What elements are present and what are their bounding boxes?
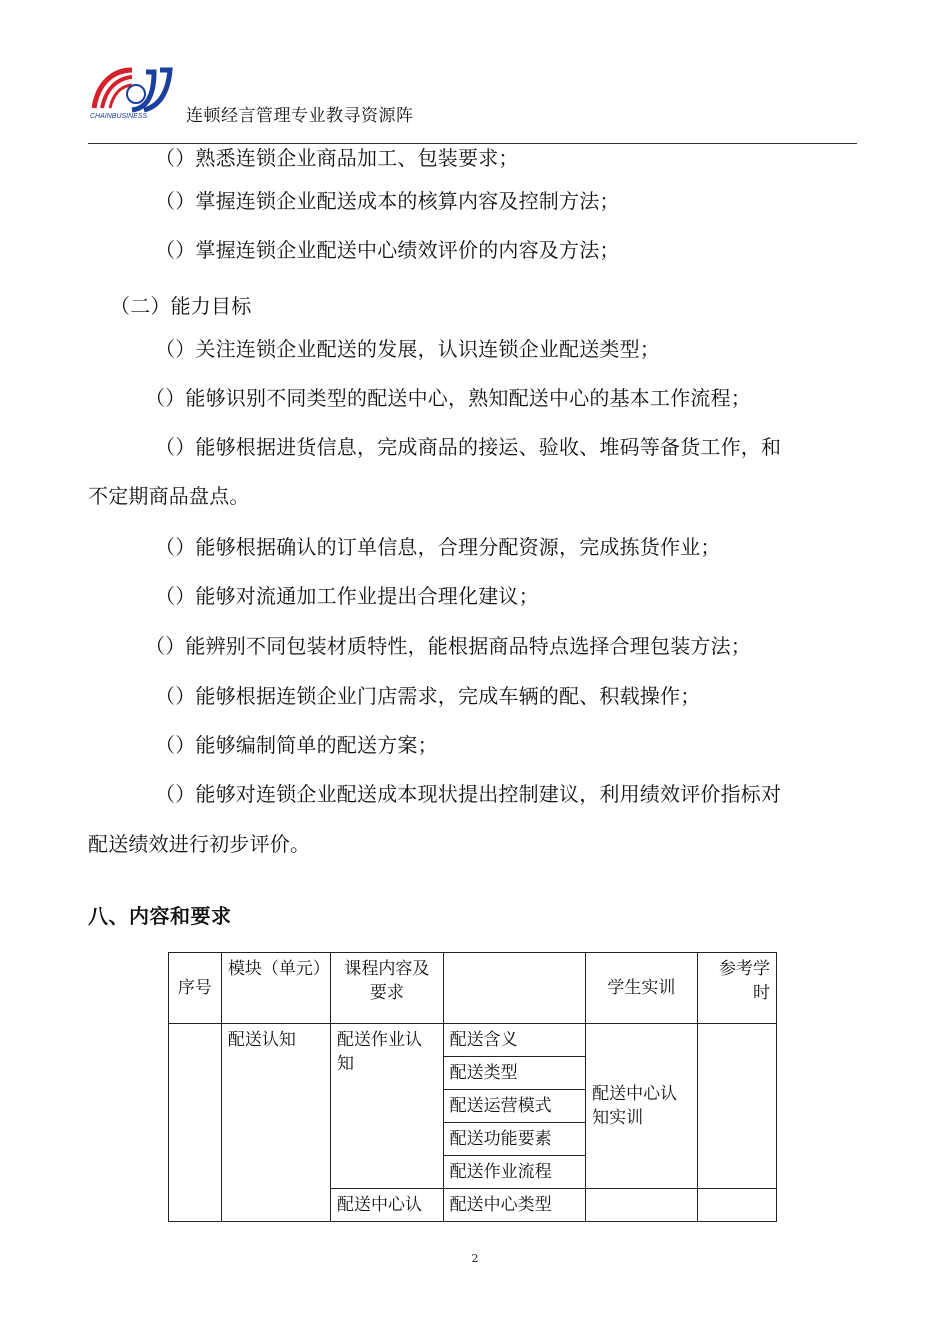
header-seq: 序号 — [169, 953, 222, 1024]
objective-line: （）能够对流通加工作业提出合理化建议； — [155, 584, 539, 608]
header-divider — [88, 143, 857, 144]
header-training: 学生实训 — [586, 953, 697, 1024]
header-content: 课程内容及要求 — [331, 953, 444, 1024]
objective-line: （）熟悉连锁企业商品加工、包装要求； — [155, 146, 519, 170]
subsection-heading: （二）能力目标 — [110, 294, 252, 318]
content-cell: 配送中心认 — [331, 1189, 444, 1222]
module-cell: 配送认知 — [221, 1024, 330, 1222]
objective-line: （）能辨别不同包装材质特性，能根据商品特点选择合理包装方法； — [145, 634, 751, 658]
logo-text: CHAINBUSINESS — [90, 113, 148, 120]
item-cell: 配送含义 — [443, 1024, 586, 1057]
objective-line: 不定期商品盘点。 — [88, 484, 250, 508]
objective-line: （）掌握连锁企业配送中心绩效评价的内容及方法； — [155, 238, 620, 262]
item-cell: 配送功能要素 — [443, 1123, 586, 1156]
training-cell: 配送中心认知实训 — [586, 1024, 697, 1189]
objective-line: （）能够根据连锁企业门店需求，完成车辆的配、积载操作； — [155, 684, 701, 708]
item-cell: 配送中心类型 — [443, 1189, 586, 1222]
training-cell — [586, 1189, 697, 1222]
header-hours: 参考学时 — [697, 953, 776, 1024]
hours-cell — [697, 1189, 776, 1222]
hours-cell — [697, 1024, 776, 1189]
objective-line: （）掌握连锁企业配送成本的核算内容及控制方法； — [155, 189, 620, 213]
content-cell: 配送作业认知 — [331, 1024, 444, 1189]
table-row — [169, 1024, 777, 1057]
header-module: 模块（单元） — [221, 953, 330, 1024]
objective-line: （）能够编制简单的配送方案； — [155, 733, 438, 757]
seq-cell — [169, 1024, 222, 1222]
brand-title: 连顿经言管理专业教寻资源阵 — [186, 106, 414, 126]
objective-line: （）能够识别不同类型的配送中心，熟知配送中心的基本工作流程； — [145, 386, 751, 410]
table-header-row — [169, 953, 777, 1024]
objective-line: （）能够根据进货信息，完成商品的接运、验收、堆码等备货工作，和 — [155, 435, 782, 459]
chainbusiness-logo — [88, 64, 184, 120]
item-cell: 配送运营模式 — [443, 1090, 586, 1123]
item-cell: 配送作业流程 — [443, 1156, 586, 1189]
objective-line: （）能够根据确认的订单信息，合理分配资源，完成拣货作业； — [155, 535, 721, 559]
objective-line: （）关注连锁企业配送的发展，认识连锁企业配送类型； — [155, 337, 660, 361]
header-blank — [443, 953, 586, 1024]
page-number: 2 — [471, 1252, 479, 1265]
objective-line: （）能够对连锁企业配送成本现状提出控制建议，利用绩效评价指标对 — [155, 782, 782, 806]
objective-line: 配送绩效进行初步评价。 — [88, 832, 311, 856]
curriculum-table — [168, 952, 777, 1222]
section-title: 八、内容和要求 — [88, 904, 232, 928]
item-cell: 配送类型 — [443, 1057, 586, 1090]
